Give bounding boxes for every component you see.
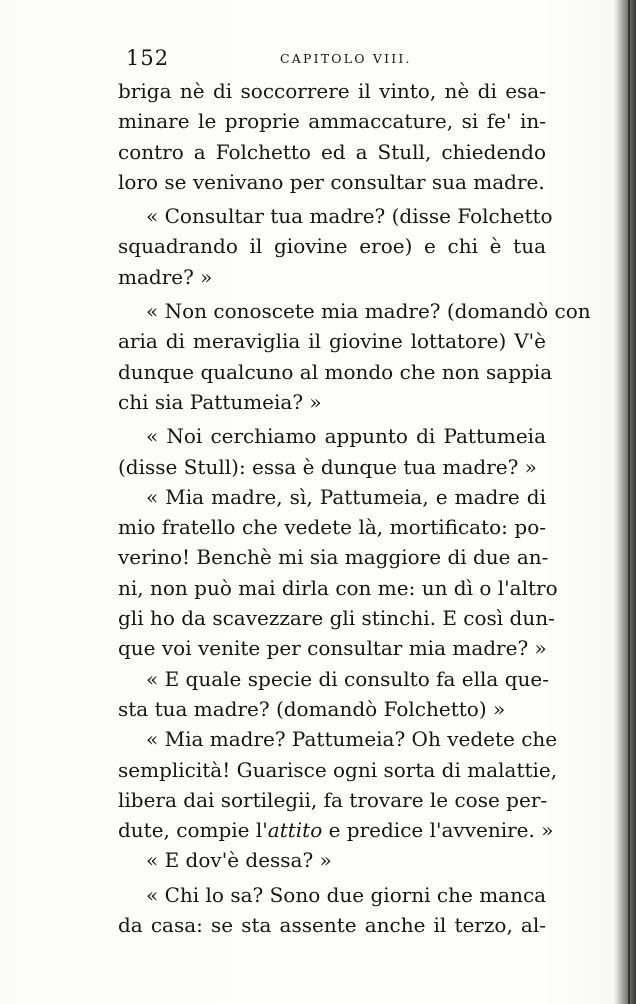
text-line: mio fratello che vedete là, mortificato: po- [118,515,546,540]
text-line: madre? » [118,264,213,289]
text-line: « Noi cerchiamo appunto di Pattumeia [146,424,546,449]
text-line: minare le proprie ammaccature, si fe' in- [118,109,546,134]
text-line: semplicità! Guarisce ogni sorta di malattie, [118,757,558,782]
text-line: « Mia madre? Pattumeia? Oh vedete che [146,727,558,752]
text-line: que voi venite per consultar mia madre? » [118,636,547,661]
text-line: (disse Stull): essa è dunque tua madre? » [118,454,537,479]
text-line: ni, non può mai dirla con me: un dì o l'altro [118,575,558,600]
text-line: da casa: se sta assente anche il terzo, al- [118,913,546,938]
text-line: « E quale specie di consulto fa ella que- [146,666,549,691]
text-line: « Consultar tua madre? (disse Folchetto [146,204,553,229]
text-segment: dute, compie l' [118,818,268,843]
chapter-heading: CAPITOLO VIII. [280,51,412,66]
text-line: gli ho da scavezzare gli stinchi. E così dun- [118,606,555,631]
text-line: briga nè di soccorrere il vinto, nè di esa- [118,79,546,103]
text-line: « E dov'è dessa? » [146,848,332,873]
text-line: dunque qualcuno al mondo che non sappia [118,359,553,384]
text-line: « Non conoscete mia madre? (domandò con [146,299,591,324]
text-line: verino! Benchè mi sia maggiore di due an- [118,545,549,570]
text-line: « Mia madre, sì, Pattumeia, e madre di [146,484,546,509]
running-head [124,44,534,74]
text-line: chi sia Pattumeia? » [118,389,322,414]
text-segment: e predice l'avvenire. » [322,818,554,843]
text-line: contro a Folchetto ed a Stull, chiedendo [118,139,546,164]
text-line: loro se venivano per consultar sua madre. [118,169,545,194]
page-edge-shadow [614,0,636,1004]
page-number: 152 [126,46,170,70]
text-line: squadrando il giovine eroe) e chi è tua [118,234,546,259]
text-line-with-italic [118,815,554,845]
italic-word: attito [267,818,323,843]
text-line: libera dai sortilegii, fa trovare le cose per- [118,787,548,812]
text-line: aria di meraviglia il giovine lottatore) V'è [118,329,546,354]
body-text [118,76,591,940]
page-edge-line [628,0,630,1004]
text-line: « Chi lo sa? Sono due giorni che manca [146,882,547,907]
text-line: sta tua madre? (domandò Folchetto) » [118,696,506,721]
